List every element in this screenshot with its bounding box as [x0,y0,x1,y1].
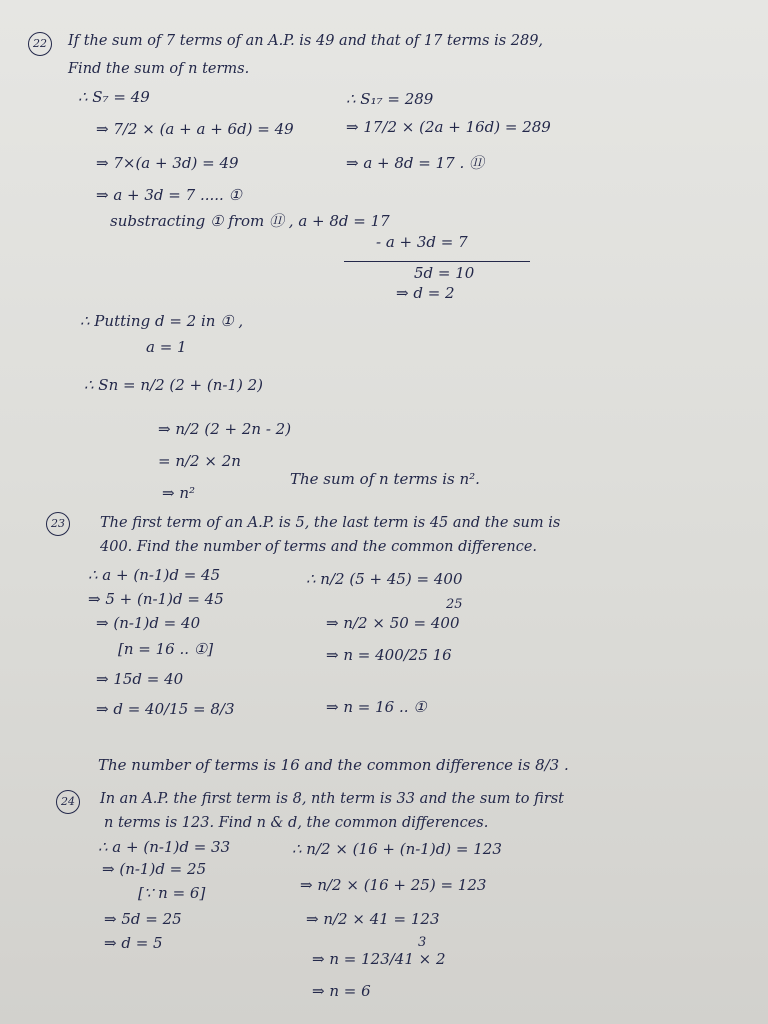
q23-step: ⇒ d = 40/15 = 8/3 [96,700,235,718]
q22-step: - a + 3d = 7 [376,233,468,251]
q23-step: ∴ n/2 (5 + 45) = 400 [306,570,463,588]
q22-step: substracting ① from ⑪ , a + 8d = 17 [110,212,390,230]
q22-step: = n/2 × 2n [158,452,241,470]
q24-step: ⇒ n = 123/41 × 2 [312,950,446,968]
q24-step: ⇒ 5d = 25 [104,910,182,928]
q23-step: ⇒ 15d = 40 [96,670,184,688]
q24-step: ∴ a + (n-1)d = 33 [98,838,231,856]
q22-header-line-1: If the sum of 7 terms of an A.P. is 49 and that of 17 terms is 289, [68,33,544,49]
q22-step: ⇒ 17/2 × (2a + 16d) = 289 [346,118,551,136]
q22-step: ⇒ d = 2 [396,284,455,302]
q24-step: ⇒ n/2 × (16 + 25) = 123 [300,876,487,894]
q22-step: ⇒ n/2 (2 + 2n - 2) [158,420,292,438]
q23-step: ⇒ n = 16 .. ① [326,698,427,716]
q22-step: a = 1 [146,338,187,356]
q22-step: ∴ S₁₇ = 289 [346,90,434,108]
q24-step: ⇒ n = 6 [312,982,371,1000]
q24-header-line-1: In an A.P. the first term is 8, nth term is 33 and the sum to first [100,791,565,807]
subtraction-line [344,261,530,262]
q23-step: ⇒ 5 + (n-1)d = 45 [88,590,224,608]
q24-step: [∵ n = 6] [138,884,206,902]
q22-step: ⇒ n² [162,484,196,502]
q22-step: ⇒ 7/2 × (a + a + 6d) = 49 [96,120,294,138]
q22-step: ⇒ 7×(a + 3d) = 49 [96,154,239,172]
q24-step: ⇒ d = 5 [104,934,163,952]
q23-answer: The number of terms is 16 and the common difference is 8/3 . [98,756,569,774]
q24-header-line-2: n terms is 123. Find n & d, the common differences. [104,815,489,831]
q22-step: ∴ Sn = n/2 (2 + (n-1) 2) [84,376,264,394]
q24-step: ⇒ n/2 × 41 = 123 [306,910,440,928]
q24-step: ∴ n/2 × (16 + (n-1)d) = 123 [292,840,502,858]
q22-step: ∴ S₇ = 49 [78,88,150,106]
q22-header-line-2: Find the sum of n terms. [68,61,250,77]
q23-step: ⇒ n/2 × 50 = 400 [326,614,460,632]
q23-step: [n = 16 .. ①] [118,640,214,658]
q22-step: ⇒ a + 8d = 17 . ⑪ [346,154,485,172]
q23-step: 25 [446,597,463,612]
question-number-22: 22 [28,32,52,56]
q23-step: ⇒ (n-1)d = 40 [96,614,201,632]
q23-step: ∴ a + (n-1)d = 45 [88,566,221,584]
q23-header-line-1: The first term of an A.P. is 5, the last term is 45 and the sum is [100,515,561,531]
q24-step: 3 [418,935,427,950]
q22-step: 5d = 10 [414,264,475,282]
q22-answer: The sum of n terms is n². [290,470,480,488]
q22-step: ⇒ a + 3d = 7 ..... ① [96,186,243,204]
q23-header-line-2: 400. Find the number of terms and the common difference. [100,539,538,555]
q23-step: ⇒ n = 400/25 16 [326,646,452,664]
q22-step: ∴ Putting d = 2 in ① , [80,312,244,330]
question-number-23: 23 [46,512,70,536]
q24-step: ⇒ (n-1)d = 25 [102,860,207,878]
question-number-24: 24 [56,790,80,814]
